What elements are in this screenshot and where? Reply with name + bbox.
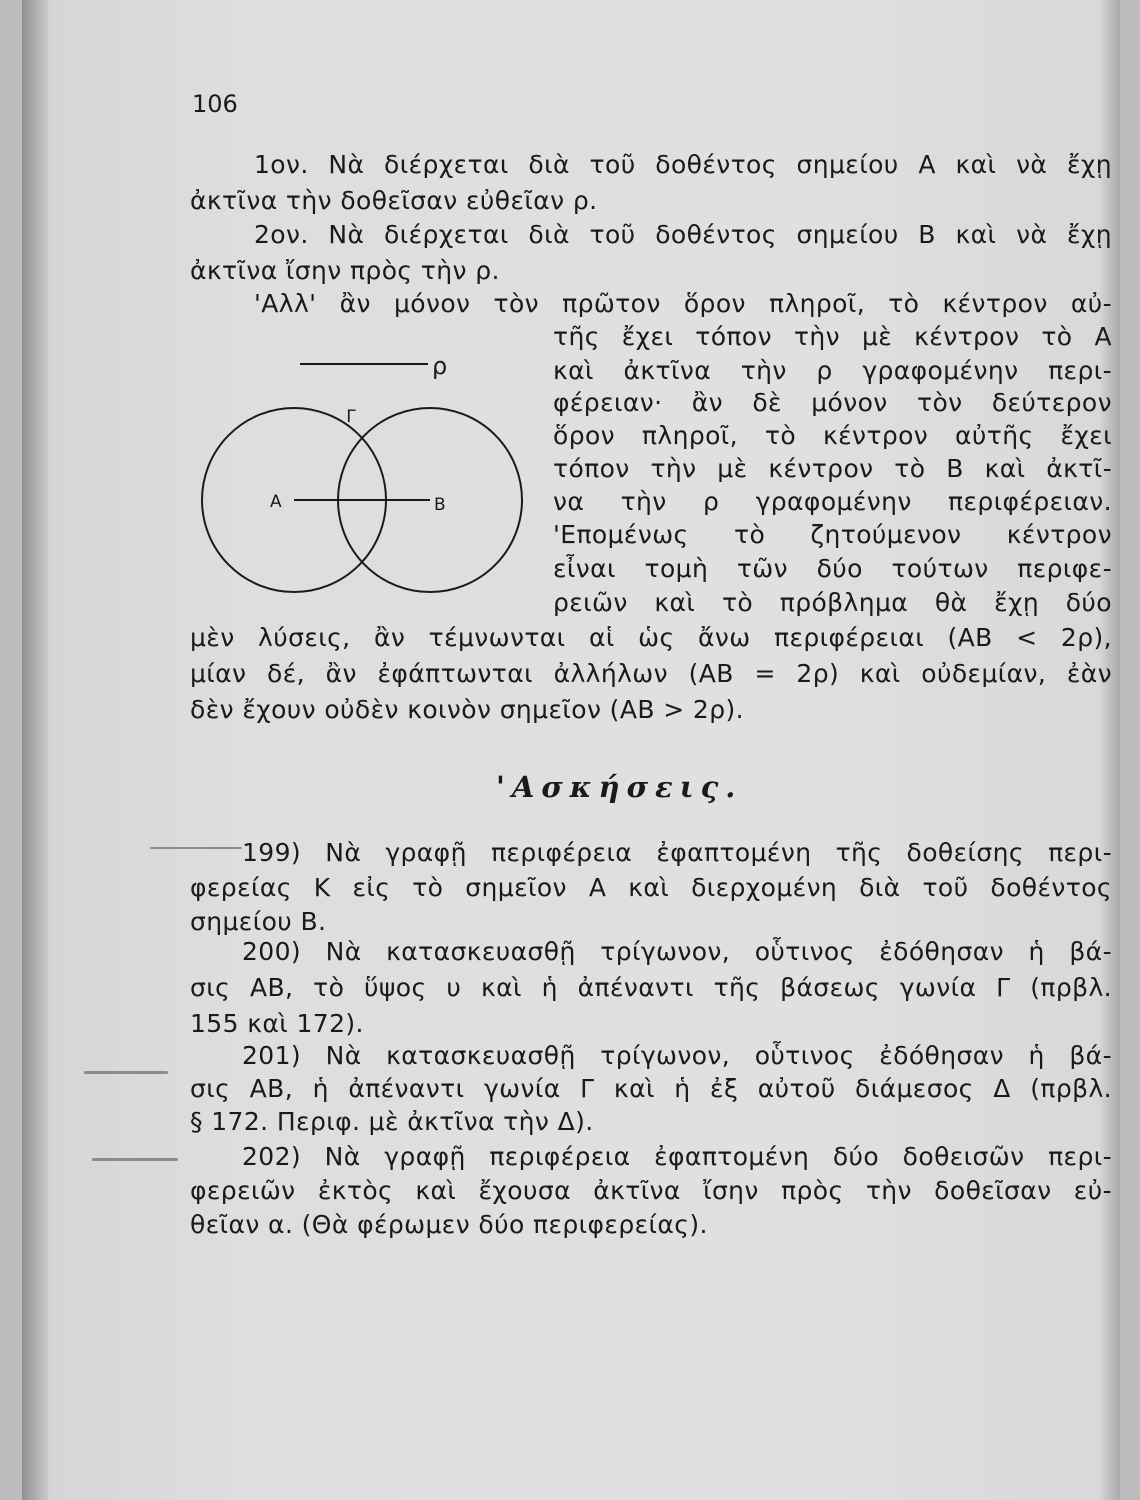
text-line: μίαν δέ, ἂν ἐφάπτωνται ἀλλήλων (ΑΒ = 2ρ) καὶ οὐδεμίαν, ἐὰν [190, 659, 1112, 688]
exercise-line: φερειῶν ἐκτὸς καὶ ἔχουσα ἀκτῖνα ἴσην πρὸς τὴν δοθεῖσαν εὐ- [190, 1176, 1112, 1205]
text-line: τόπον τὴν μὲ κέντρον τὸ Β καὶ ἀκτῖ- [553, 454, 1112, 483]
text-line: 'Αλλ' ἂν μόνον τὸν πρῶτον ὅρον πληροῖ, τὸ κέντρον αὐ- [254, 289, 1112, 318]
label-rho: ρ [432, 352, 448, 380]
label-a: Α [270, 492, 282, 512]
text-line: δὲν ἔχουν οὐδὲν κοινὸν σημεῖον (ΑΒ > 2ρ). [190, 695, 744, 724]
text-line: φέρειαν· ἂν δὲ μόνον τὸν δεύτερον [553, 388, 1112, 417]
text-line: ὅρον πληροῖ, τὸ κέντρον αὐτῆς ἔχει [553, 421, 1112, 450]
label-b: Β [434, 495, 446, 515]
label-gamma: Γ [346, 407, 356, 427]
exercise-line: σις ΑΒ, τὸ ὕψος υ καὶ ἡ ἀπέναντι τῆς βάσεως γωνία Γ (πρβλ. [190, 973, 1112, 1002]
page-binding-shadow [22, 0, 48, 1500]
intersecting-circles-figure [190, 340, 540, 600]
text-line: 2ον. Νὰ διέρχεται διὰ τοῦ δοθέντος σημείου Β καὶ νὰ ἔχῃ [254, 220, 1112, 249]
text-line: μὲν λύσεις, ἂν τέμνωνται αἱ ὡς ἄνω περιφέρειαι (ΑΒ < 2ρ), [190, 623, 1112, 652]
exercise-line: 202) Νὰ γραφῇ περιφέρεια ἐφαπτομένη δύο δοθεισῶν περι- [242, 1142, 1112, 1171]
text-line: καὶ ἀκτῖνα τὴν ρ γραφομένην περι- [553, 356, 1112, 385]
pencil-mark [150, 847, 242, 849]
exercise-line: σημείου Β. [190, 907, 327, 936]
text-line: εἶναι τομὴ τῶν δύο τούτων περιφε- [553, 554, 1112, 583]
text-line: τῆς ἔχει τόπον τὴν μὲ κέντρον τὸ Α [553, 322, 1112, 351]
page-number: 106 [192, 90, 238, 118]
text-line: ἀκτῖνα ἴσην πρὸς τὴν ρ. [190, 256, 500, 285]
pencil-mark [84, 1071, 168, 1074]
text-line: ἀκτῖνα τὴν δοθεῖσαν εὐθεῖαν ρ. [190, 186, 598, 215]
exercise-line: φερείας Κ εἰς τὸ σημεῖον Α καὶ διερχομένη διὰ τοῦ δοθέντος [190, 873, 1112, 902]
exercise-line: § 172. Περιφ. μὲ ἀκτῖνα τὴν Δ). [190, 1107, 594, 1136]
exercise-line: 201) Νὰ κατασκευασθῇ τρίγωνον, οὗτινος ἐδόθησαν ἡ βά- [242, 1041, 1112, 1070]
text-line: ρειῶν καὶ τὸ πρόβλημα θὰ ἔχῃ δύο [553, 588, 1112, 617]
text-line: 1ον. Νὰ διέρχεται διὰ τοῦ δοθέντος σημείου Α καὶ νὰ ἔχῃ [254, 150, 1112, 179]
exercise-line: 155 καὶ 172). [190, 1009, 364, 1038]
exercises-heading: 'Ασκήσεις. [496, 770, 743, 804]
text-line: 'Επομένως τὸ ζητούμενον κέντρον [553, 520, 1112, 549]
text-line: να τὴν ρ γραφομένην περιφέρειαν. [553, 487, 1112, 516]
exercise-line: θεῖαν α. (Θὰ φέρωμεν δύο περιφερείας). [190, 1210, 708, 1239]
exercise-line: 199) Νὰ γραφῇ περιφέρεια ἐφαπτομένη τῆς δοθείσης περι- [242, 838, 1112, 867]
exercise-line: 200) Νὰ κατασκευασθῇ τρίγωνον, οὗτινος ἐδόθησαν ἡ βά- [242, 937, 1112, 966]
pencil-mark [92, 1158, 178, 1161]
exercise-line: σις ΑΒ, ἡ ἀπέναντι γωνία Γ καὶ ἡ ἐξ αὐτοῦ διάμεσος Δ (πρβλ. [190, 1074, 1112, 1103]
